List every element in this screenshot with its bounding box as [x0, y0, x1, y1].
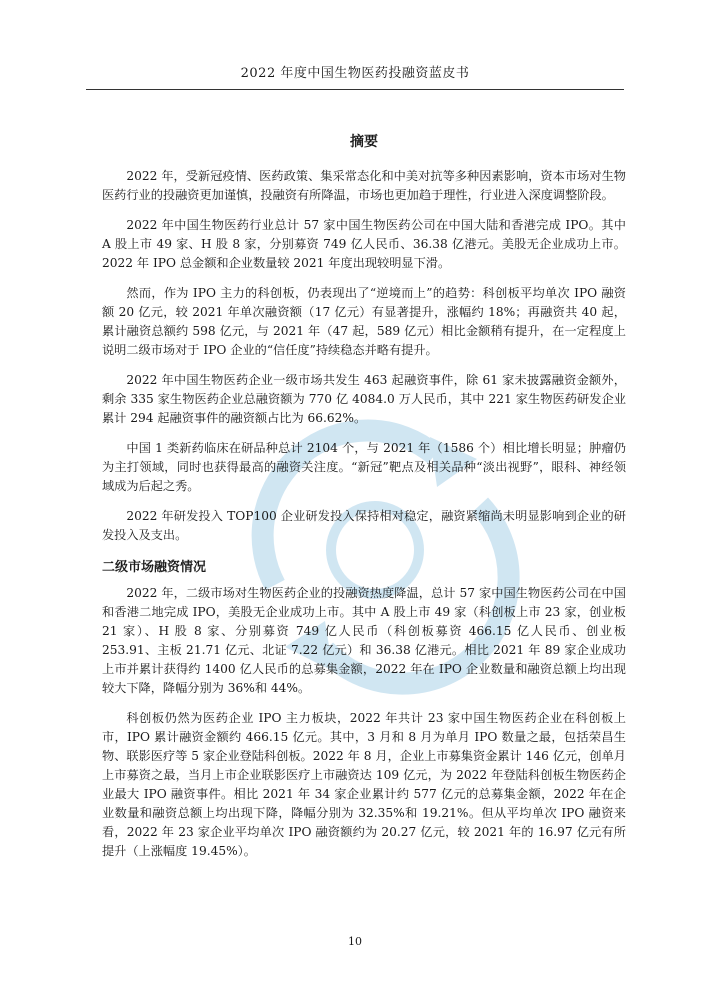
summary-paragraph: 2022 年中国生物医药企业一级市场共发生 463 起融资事件，除 61 家未披露融资金额外，剩余 335 家生物医药企业总融资额为 770 亿 4084.0 万人民币，其中 221 家生物医药研发企业累计 294 起融资事件的融资额占比为 66.62%。	[102, 373, 626, 425]
summary-paragraph: 中国 1 类新药临床在研品种总计 2104 个，与 2021 年（1586 个）相比增长明显；肿瘤仍为主打领域，同时也获得最高的融资关注度。“新冠”靶点及相关品种“淡出视野”，眼科、神经领域成为后起之秀。	[102, 441, 626, 493]
header-title: 2022 年度中国生物医药投融资蓝皮书	[240, 66, 470, 81]
secondary-market-paragraph: 2022 年，二级市场对生物医药企业的投融资热度降温，总计 57 家中国生物医药公司在中国和香港二地完成 IPO，美股无企业成功上市。其中 A 股上市 49 家（科创板上市 23 家，创业板 21 家）、H 股 8 家、分别募资 749 亿人民币（科创板募资 466.15 亿人民币、创业板 253.91、主板 21.71 亿元、北证 7.22 亿元）和 36.38 亿港元。相比 2021 年 89 家企业成功上市并累计获得约 1400 亿人民币的总募集金额，2022 年在 IPO 企业数量和融资总额上均出现较大下降，降幅分别为 36%和 44%。	[102, 586, 626, 695]
secondary-market-paragraph: 科创板仍然为医药企业 IPO 主力板块，2022 年共计 23 家中国生物医药企业在科创板上市，IPO 累计融资金额约 466.15 亿元。其中，3 月和 8 月为单月 IPO 数量之最，包括荣昌生物、联影医疗等 5 家企业登陆科创板。2022 年 8 月，企业上市募集资金累计 146 亿元，创单月上市募资之最，当月上市企业联影医疗上市融资达 109 亿元，为 2022 年登陆科创板生物医药企业最大 IPO 融资事件。相比 2021 年 34 家企业累计约 577 亿元的总募集金额，2022 年在企业数量和融资总额上均出现下降，降幅分别为 32.35%和 19.21%。但从平均单次 IPO 融资来看，2022 年 23 家企业平均单次 IPO 融资额约为 20.27 亿元，较 2021 年的 16.97 亿元有所提升（上涨幅度 19.45%）。	[102, 711, 626, 858]
main-content	[102, 131, 626, 872]
summary-paragraph: 然而，作为 IPO 主力的科创板，仍表现出了“逆境而上”的趋势：科创板平均单次 IPO 融资额 20 亿元，较 2021 年单次融资额（17 亿元）有显著提升，涨幅约 18%；再融资共 40 起，累计融资总额约 598 亿元，与 2021 年（47 起，589 亿元）相比金额稍有提升，在一定程度上说明二级市场对于 IPO 企业的“信任度”持续稳态并略有提升。	[102, 286, 626, 357]
summary-paragraph: 2022 年中国生物医药行业总计 57 家中国生物医药公司在中国大陆和香港完成 IPO。其中 A 股上市 49 家、H 股 8 家，分别募资 749 亿人民币、36.38 亿港元。美股无企业成功上市。2022 年 IPO 总金额和企业数量较 2021 年度出现较明显下滑。	[102, 218, 626, 270]
summary-paragraph: 2022 年，受新冠疫情、医药政策、集采常态化和中美对抗等多种因素影响，资本市场对生物医药行业的投融资更加谨慎，投融资有所降温，市场也更加趋于理性，行业进入深度调整阶段。	[102, 169, 626, 202]
summary-paragraph: 2022 年研发投入 TOP100 企业研发投入保持相对稳定，融资紧缩尚未明显影响到企业的研发投入及支出。	[102, 509, 626, 542]
page-number: 10	[348, 935, 362, 948]
section-heading-secondary-market: 二级市场融资情况	[102, 560, 207, 575]
summary-title: 摘要	[350, 134, 378, 150]
page-header	[86, 62, 624, 90]
